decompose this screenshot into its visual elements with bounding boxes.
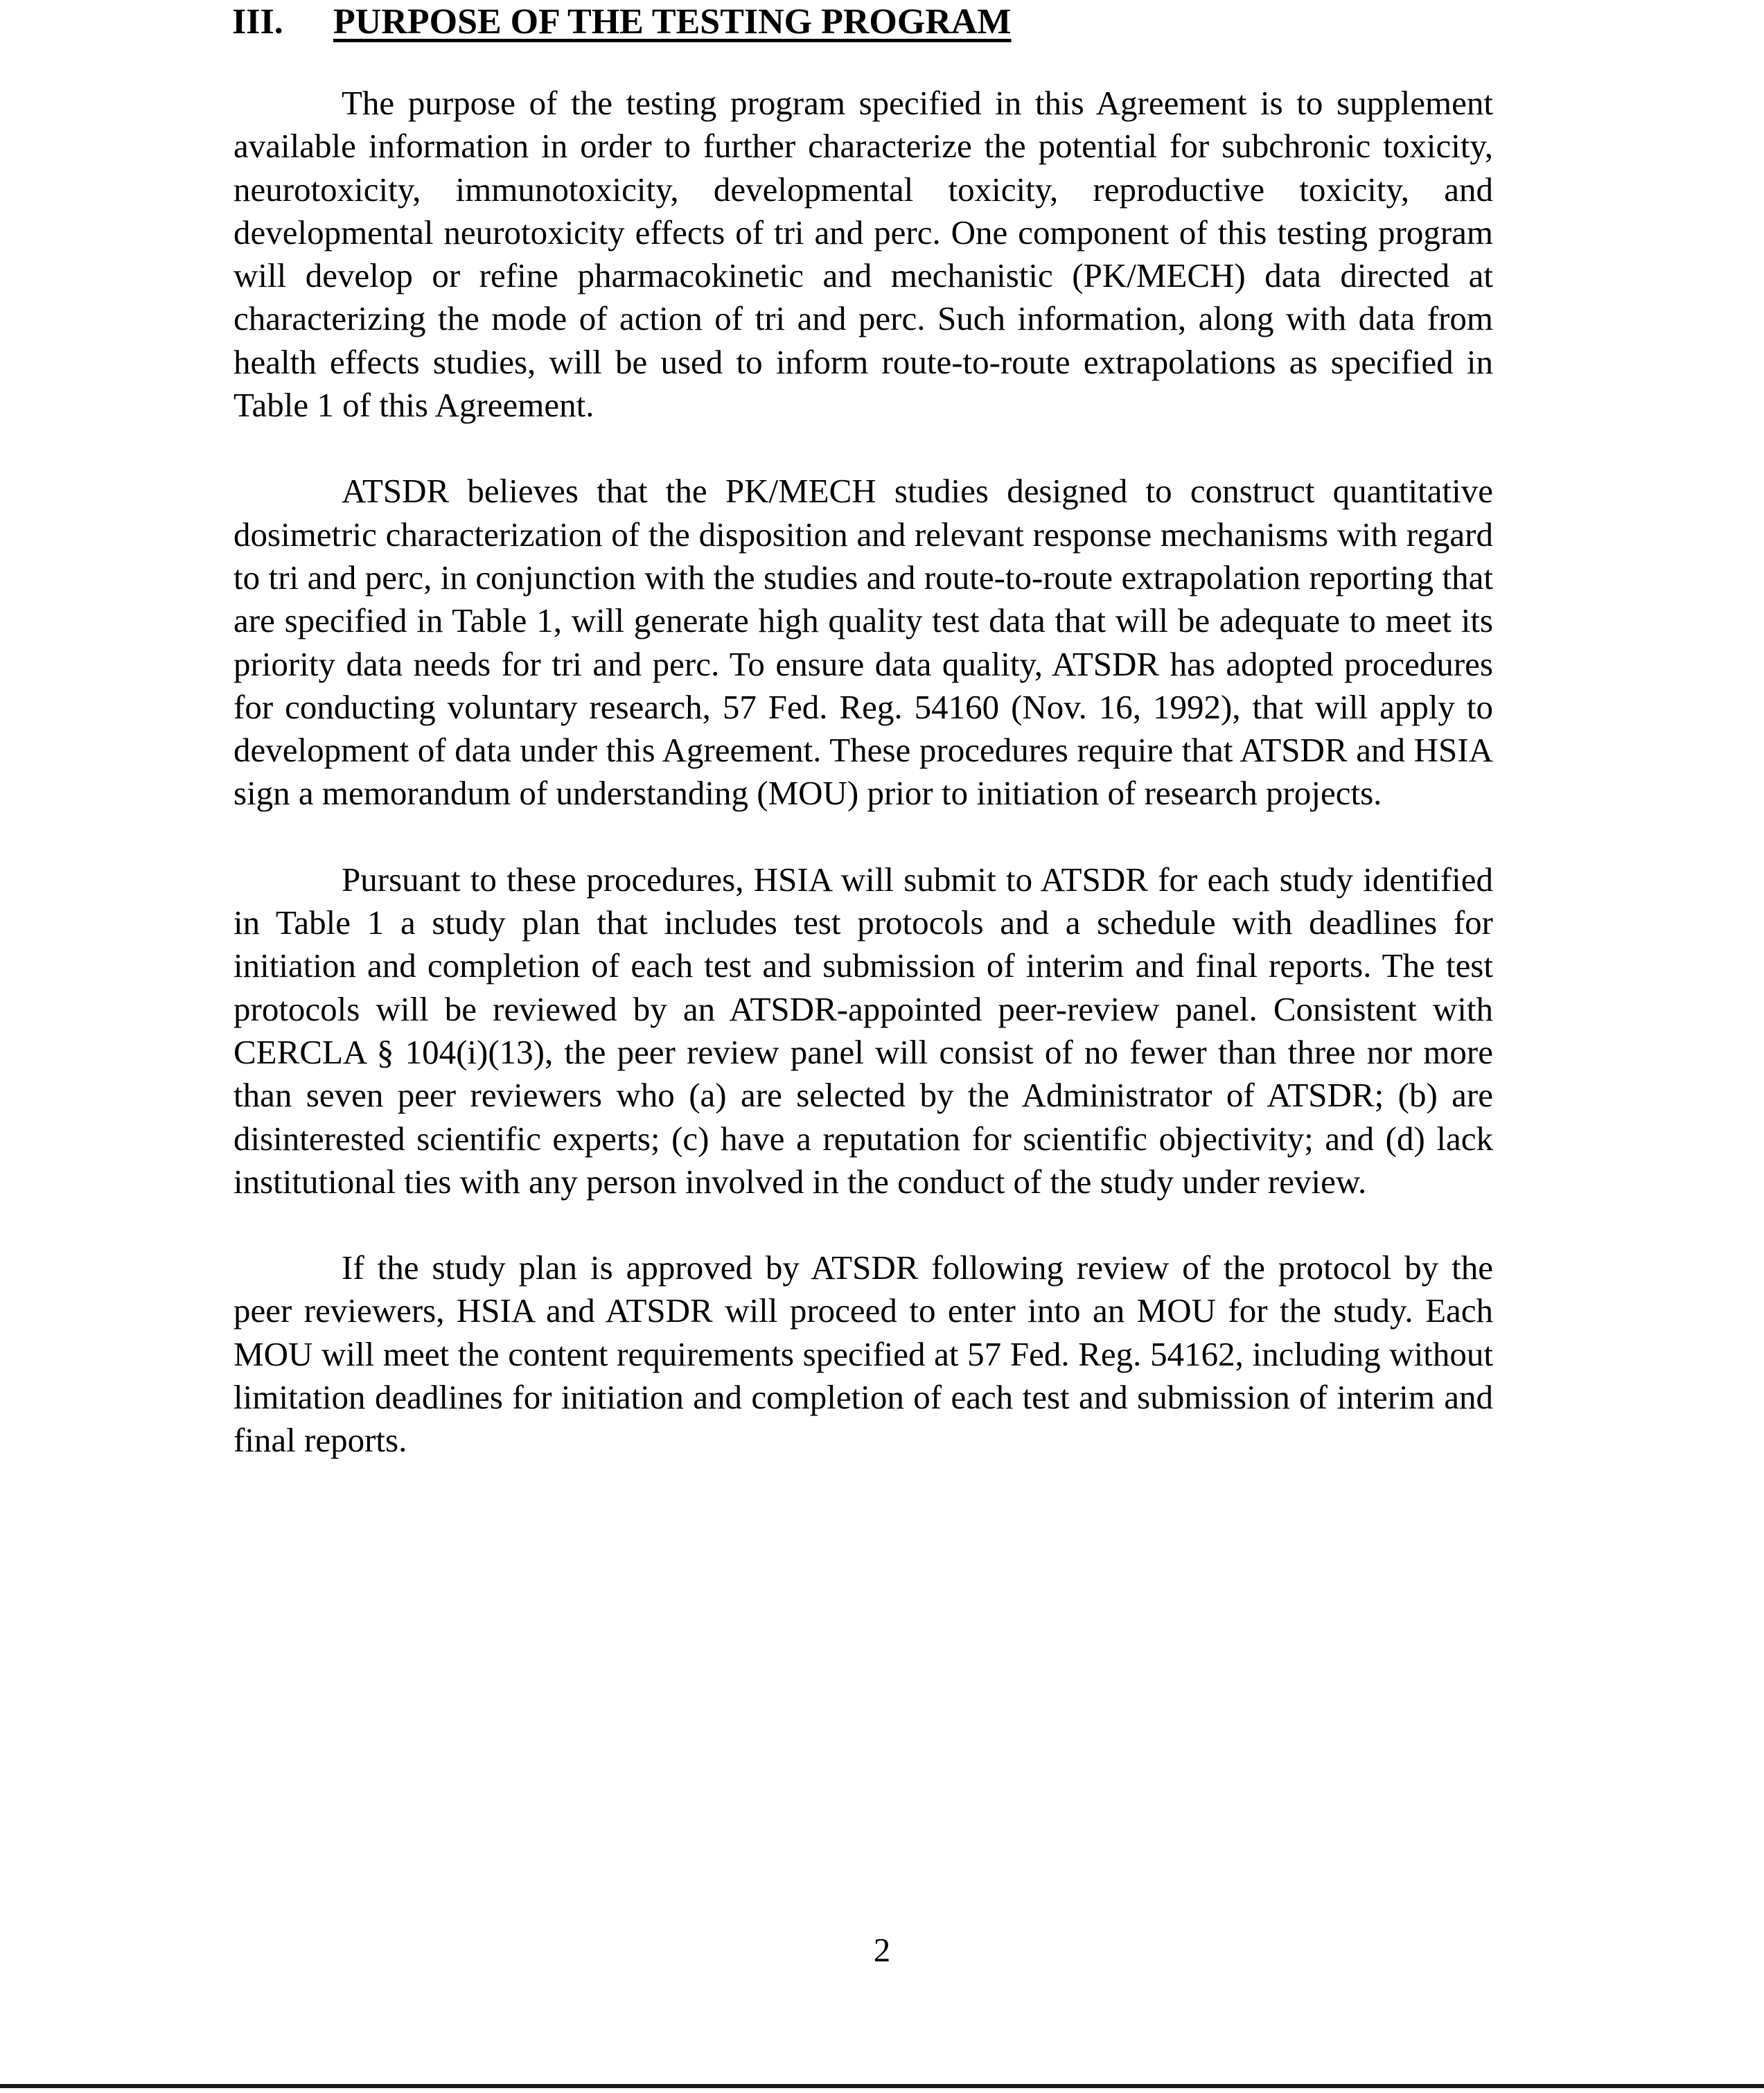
body-text xyxy=(233,82,1493,1505)
section-number: III. xyxy=(232,2,283,42)
paragraph-study-plan-approval: If the study plan is approved by ATSDR following review of the protocol by the peer reviewers, HSIA and ATSDR will proceed to enter into an MOU for the study. Each MOU will meet the content requirements specified at 57 Fed. Reg. 54162, including without limitation deadlines for initiation and completion of each test and submission of interim and final reports. xyxy=(233,1248,1493,1460)
section-title: PURPOSE OF THE TESTING PROGRAM xyxy=(333,2,1012,42)
paragraph-atsdr-believes: ATSDR believes that the PK/MECH studies designed to construct quantitative dosimetric characterization of the disposition and relevant response mechanisms with regard to tri and perc, in conjunction with the studies and route-to-route extrapolation reporting that are specified in Table 1, will generate high quality test data that will be adequate to meet its priority data needs for tri and perc. To ensure data quality, ATSDR has adopted procedures for conducting voluntary research, 57 Fed. Reg. 54160 (Nov. 16, 1992), that will apply to development of data under this Agreement. These procedures require that ATSDR and HSIA sign a memorandum of understanding (MOU) prior to initiation of research projects. xyxy=(233,472,1493,813)
section-heading xyxy=(232,1,1012,43)
paragraph-purpose: The purpose of the testing program specified in this Agreement is to supplement available information in order to further characterize the potential for subchronic toxicity, neurotoxicity, immunotoxicity, developmental toxicity, reproductive toxicity, and developmental neurotoxicity effects of tri and perc. One component of this testing program will develop or refine pharmacokinetic and mechanistic (PK/MECH) data directed at characterizing the mode of action of tri and perc. Such information, along with data from health effects studies, will be used to inform route-to-route extrapolations as specified in Table 1 of this Agreement. xyxy=(233,84,1493,425)
page-number: 2 xyxy=(873,1931,891,1969)
paragraph-pursuant: Pursuant to these procedures, HSIA will submit to ATSDR for each study identified in Table 1 a study plan that includes test protocols and a schedule with deadlines for initiation and completion of each test and submission of interim and final reports. The test protocols will be reviewed by an ATSDR-appointed peer-review panel. Consistent with CERCLA § 104(i)(13), the peer review panel will consist of no fewer than three nor more than seven peer reviewers who (a) are selected by the Administrator of ATSDR; (b) are disinterested scientific experts; (c) have a reputation for scientific objectivity; and (d) lack institutional ties with any person involved in the conduct of the study under review. xyxy=(233,860,1493,1201)
bottom-scan-border xyxy=(0,2084,1764,2088)
